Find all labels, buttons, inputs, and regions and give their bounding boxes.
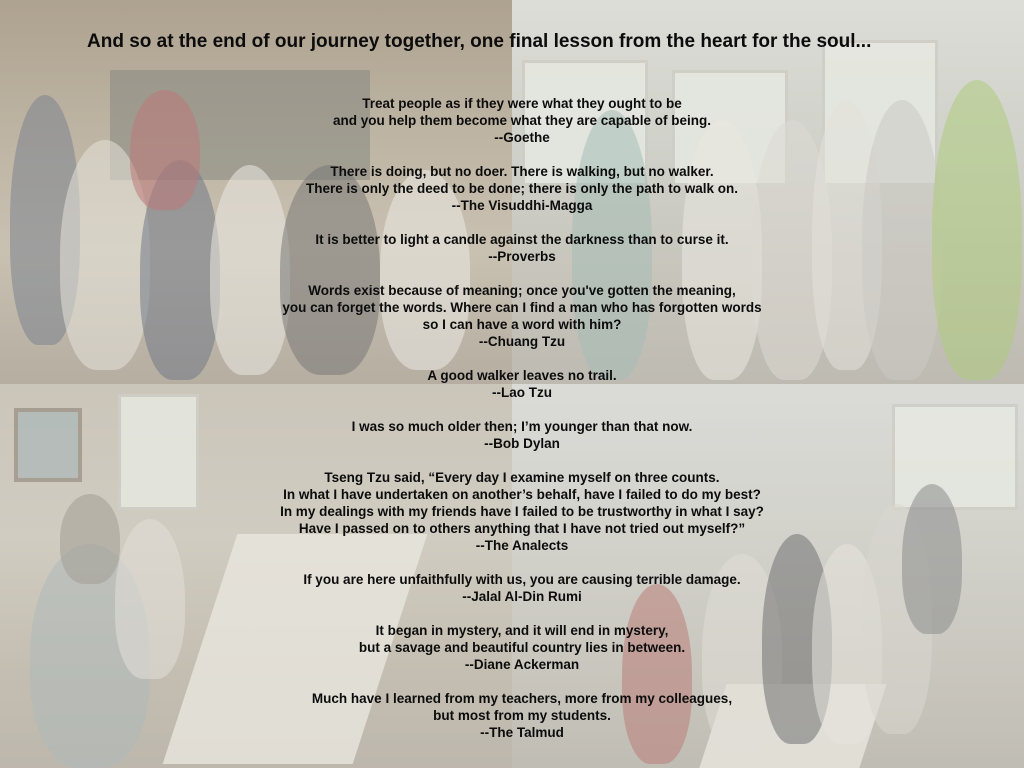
quote-line: Tseng Tzu said, “Every day I examine myself on three counts. — [324, 470, 720, 485]
quote-author: --The Talmud — [480, 725, 564, 740]
quote-line: There is doing, but no doer. There is walking, but no walker. — [330, 164, 714, 179]
quote-author: --The Visuddhi-Magga — [451, 198, 593, 213]
quote-line: If you are here unfaithfully with us, you are causing terrible damage. — [303, 572, 741, 587]
quote-line: It began in mystery, and it will end in mystery, — [375, 623, 669, 638]
quote-author: --Goethe — [494, 130, 550, 145]
quote-block — [100, 622, 944, 673]
quote-block — [100, 418, 944, 452]
quote-author: --The Analects — [475, 538, 569, 553]
quote-block — [100, 571, 944, 605]
quote-line: In what I have undertaken on another’s behalf, have I failed to do my best? — [283, 487, 761, 502]
quote-line: I was so much older then; I’m younger than that now. — [351, 419, 693, 434]
quote-line: Much have I learned from my teachers, more from my colleagues, — [311, 691, 733, 706]
page-heading: And so at the end of our journey together, one final lesson from the heart for the soul... — [87, 31, 872, 52]
quote-list — [100, 95, 944, 758]
quote-line: Have I passed on to others anything that I have not tried out myself?” — [298, 521, 746, 536]
quote-line: A good walker leaves no trail. — [427, 368, 617, 383]
quote-line: In my dealings with my friends have I failed to be trustworthy in what I say? — [280, 504, 764, 519]
quote-author: --Lao Tzu — [492, 385, 552, 400]
quote-author: --Diane Ackerman — [464, 657, 580, 672]
quote-line: so I can have a word with him? — [422, 317, 622, 332]
quote-line: and you help them become what they are capable of being. — [332, 113, 712, 128]
quote-block — [100, 469, 944, 554]
quote-block — [100, 282, 944, 350]
quote-author: --Bob Dylan — [484, 436, 560, 451]
quote-author: --Proverbs — [488, 249, 556, 264]
quote-line: but most from my students. — [433, 708, 611, 723]
quote-author: --Chuang Tzu — [478, 334, 566, 349]
quote-line: you can forget the words. Where can I find a man who has forgotten words — [282, 300, 762, 315]
quote-block — [100, 163, 944, 214]
quote-block — [100, 367, 944, 401]
quote-line: but a savage and beautiful country lies in between. — [358, 640, 686, 655]
quote-line: Words exist because of meaning; once you've gotten the meaning, — [308, 283, 736, 298]
quote-block — [100, 690, 944, 741]
quote-author: --Jalal Al-Din Rumi — [462, 589, 582, 604]
quote-block — [100, 95, 944, 146]
quote-line: Treat people as if they were what they ought to be — [362, 96, 682, 111]
quote-line: There is only the deed to be done; there is only the path to walk on. — [305, 181, 739, 196]
quote-block — [100, 231, 944, 265]
quote-line: It is better to light a candle against the darkness than to curse it. — [315, 232, 729, 247]
